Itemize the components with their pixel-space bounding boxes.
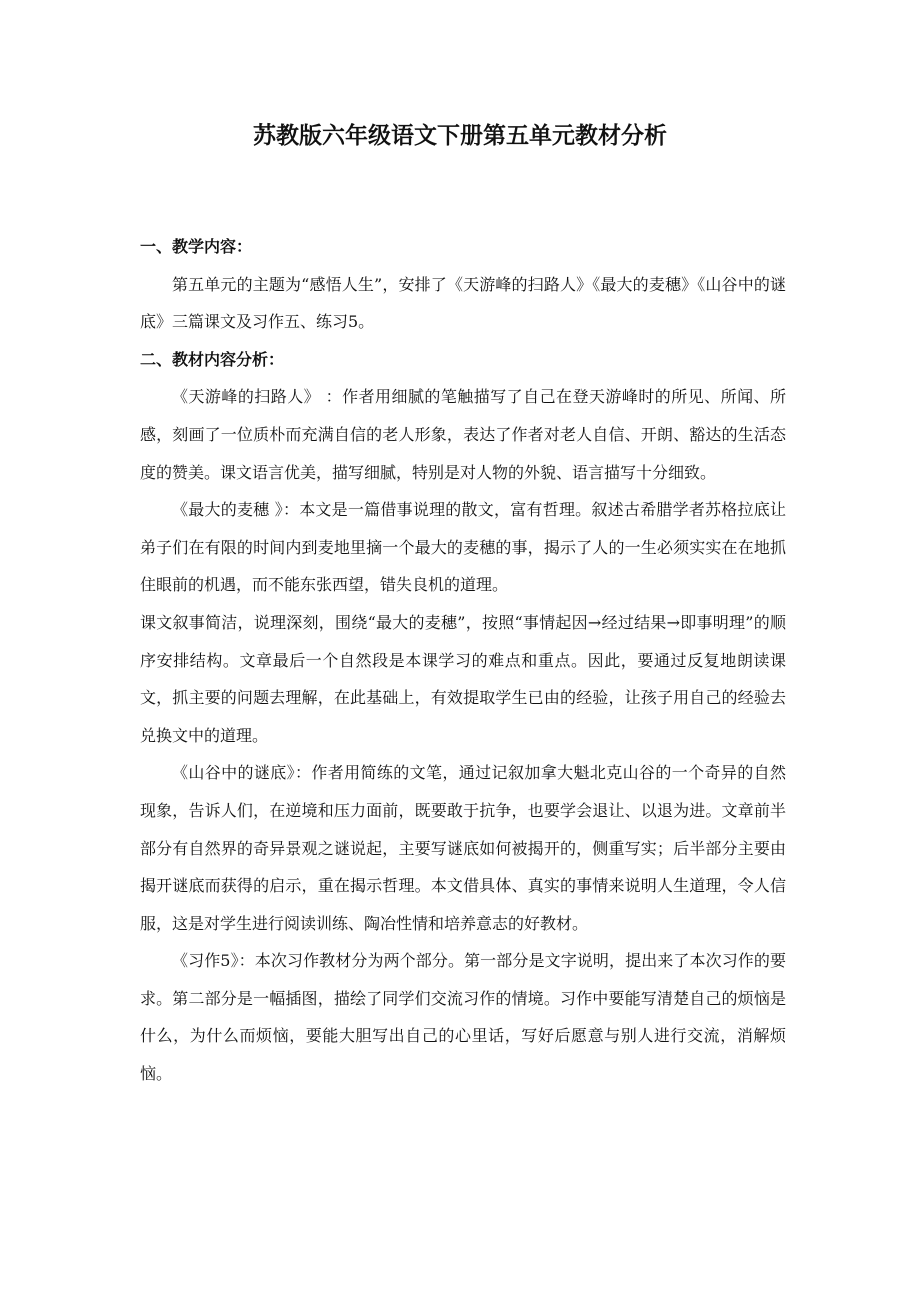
paragraph-composition-5: 《习作5》：本次习作教材分为两个部分。第一部分是文字说明，提出来了本次习作的要求。第二部分是一幅插图，描绘了同学们交流习作的情境。习作中要能写清楚自己的烦恼是什么，为什么而烦恼，要能大胆写出自己的心里话，写好后愿意与别人进行交流，消解烦恼。 [140, 951, 786, 1084]
paragraph-unit-overview: 第五单元的主题为“感悟人生”，安排了《天游峰的扫路人》《最大的麦穗》《山谷中的谜底》三篇课文及习作五、练习5。 [140, 274, 786, 332]
section-heading-teaching-content: 一、教学内容： [140, 237, 253, 256]
section-heading-material-analysis: 二、教材内容分析： [140, 349, 285, 369]
document-title: 苏教版六年级语文下册第五单元教材分析 [253, 123, 667, 149]
paragraph-valley-mystery: 《山谷中的谜底》：作者用简练的文笔，通过记叙加拿大魁北克山谷的一个奇异的自然现象，告诉人们，在逆境和压力面前，既要敢于抗争，也要学会退让、以退为进。文章前半部分有自然界的奇异景观之谜说起，主要写谜底如何被揭开的，侧重写实；后半部分主要由揭开谜底而获得的启示，重在揭示哲理。本文借具体、真实的事情来说明人生道理，令人信服，这是对学生进行阅读训练、陶冶性情和培养意志的好教材。 [140, 763, 786, 933]
document-body [140, 228, 786, 1093]
paragraph-biggest-wheat-structure: 课文叙事简洁，说理深刻，围绕“最大的麦穗”，按照“事情起因→经过结果→即事明理”的顺序安排结构。文章最后一个自然段是本课学习的难点和重点。因此，要通过反复地朗读课文，抓主要的问题去理解，在此基础上，有效提取学生已由的经验，让孩子用自己的经验去兑换文中的道理。 [140, 612, 786, 745]
paragraph-tianyoufeng: 《天游峰的扫路人》 ：作者用细腻的笔触描写了自己在登天游峰时的所见、所闻、所感，刻画了一位质朴而充满自信的老人形象，表达了作者对老人自信、开朗、豁达的生活态度的赞美。课文语言优美，描写细腻，特别是对人物的外貌、语言描写十分细致。 [140, 387, 786, 482]
paragraph-biggest-wheat: 《最大的麦穗 》：本文是一篇借事说理的散文，富有哲理。叙述古希腊学者苏格拉底让弟子们在有限的时间内到麦地里摘一个最大的麦穗的事，揭示了人的一生必须实实在在地抓住眼前的机遇，而不能东张西望，错失良机的道理。 [140, 500, 786, 595]
